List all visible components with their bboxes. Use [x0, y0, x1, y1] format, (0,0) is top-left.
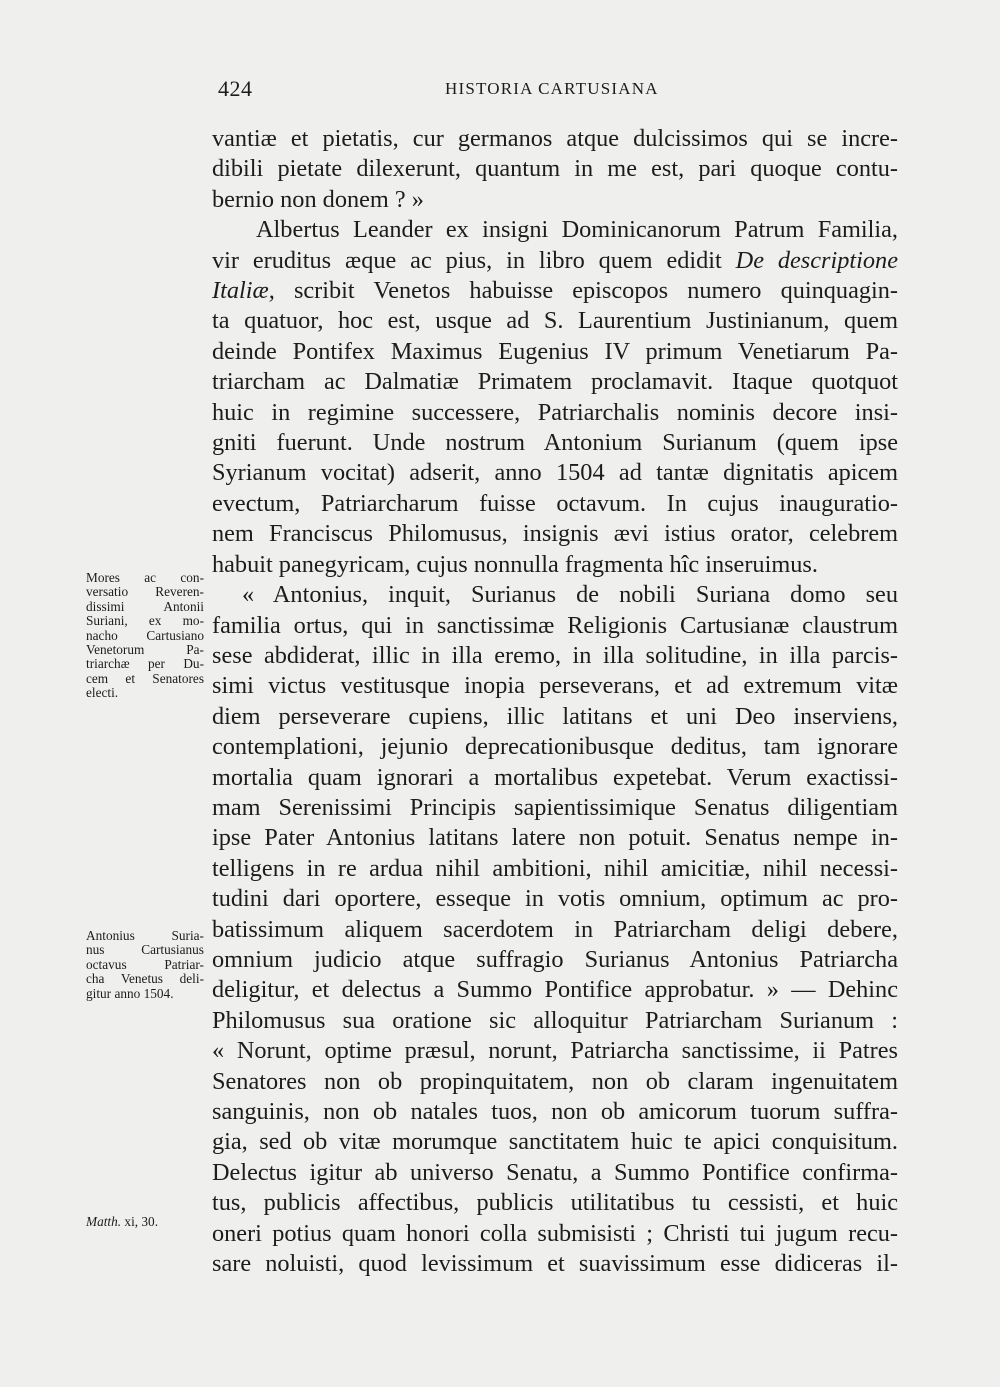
- text-line: Syrianum vocitat) adserit, anno 1504 ad tantæ dignitatis apicem: [212, 459, 898, 487]
- sidenote-line: nacho Cartusiano: [86, 627, 204, 643]
- text-line: oneri potius quam honori colla submisisti ; Christi tui jugum recu-: [212, 1219, 898, 1247]
- text-line: bernio non donem ? »: [212, 185, 424, 213]
- text-line: gia, sed ob vitæ morumque sanctitatem huic te apici conquisitum.: [212, 1128, 898, 1156]
- text-line: huic in regimine successere, Patriarchalis nominis decore insi-: [212, 398, 898, 426]
- main-text: [212, 124, 898, 1279]
- text-line: sese abdiderat, illic in illa eremo, in illa solitudine, in illa parcis-: [212, 641, 898, 669]
- text-line: deinde Pontifex Maximus Eugenius IV primum Venetiarum Pa-: [212, 337, 898, 365]
- sidenote-mores: [86, 571, 204, 701]
- scripture-verse: xi, 30.: [124, 1214, 159, 1229]
- text-line: « Antonius, inquit, Surianus de nobili Suriana domo seu: [242, 581, 898, 609]
- book-title: Italiæ,: [212, 277, 275, 305]
- text-line: Delectus igitur ab universo Senatu, a Summo Pontifice confirma-: [212, 1158, 898, 1186]
- paragraph-1: [212, 124, 898, 215]
- text-line: batissimum aliquem sacerdotem in Patriarcham deligi debere,: [212, 915, 898, 943]
- text-run: scribit Venetos habuisse episcopos numero quinquagin-: [293, 277, 898, 305]
- sidenote-line: cem et Senatores: [86, 670, 204, 686]
- text-line: Albertus Leander ex insigni Dominicanorum Patrum Familia,: [256, 216, 898, 244]
- paragraph-3: [212, 580, 898, 1279]
- sidenote-line: versatio Reveren-: [86, 584, 204, 600]
- text-line: Philomusus sua oratione sic alloquitur Patriarcham Surianum :: [212, 1006, 898, 1034]
- text-line: [212, 246, 898, 276]
- text-line: [212, 276, 898, 306]
- text-line: mortalia quam ignorari a mortalibus expetebat. Verum exactissi-: [212, 763, 898, 791]
- sidenote-line: electi.: [86, 685, 119, 701]
- text-line: ta quatuor, hoc est, usque ad S. Laurentium Justinianum, quem: [212, 307, 898, 335]
- running-title: HISTORIA CARTUSIANA: [445, 79, 659, 98]
- sidenote-scripture-reference: [86, 1215, 204, 1229]
- sidenote-antonius: [86, 929, 204, 1001]
- sidenote-line: cha Venetus deli-: [86, 971, 204, 987]
- sidenote-line: Venetorum Pa-: [86, 642, 204, 658]
- page-number: 424: [218, 76, 253, 101]
- text-line: Senatores non ob propinquitatem, non ob claram ingenuitatem: [212, 1067, 898, 1095]
- text-line: habuit panegyricam, cujus nonnulla fragmenta hîc inseruimus.: [212, 550, 818, 578]
- sidenote-line: Suriani, ex mo-: [86, 613, 204, 629]
- text-line: tus, publicis affectibus, publicis utilitatibus tu cessisti, et huic: [212, 1189, 898, 1217]
- text-run: vir eruditus æque ac pius, in libro quem edidit: [212, 246, 722, 274]
- sidenote-line: triarchæ per Du-: [86, 656, 204, 672]
- text-line: familia ortus, qui in sanctissimæ Religionis Cartusianæ claustrum: [212, 611, 898, 639]
- sidenote-line: gitur anno 1504.: [86, 985, 174, 1001]
- text-line: vantiæ et pietatis, cur germanos atque dulcissimos qui se incre-: [212, 125, 898, 152]
- text-line: nem Franciscus Philomusus, insignis ævi istius orator, celebrem: [212, 520, 898, 548]
- text-line: evectum, Patriarcharum fuisse octavum. In cujus inauguratio-: [212, 489, 898, 517]
- text-line: diem perseverare cupiens, illic latitans et uni Deo inserviens,: [212, 702, 898, 730]
- text-line: gniti fuerunt. Unde nostrum Antonium Surianum (quem ipse: [212, 429, 898, 457]
- text-line: sanguinis, non ob natales tuos, non ob amicorum tuorum suffra-: [212, 1098, 898, 1125]
- sidenote-line: dissimi Antonii: [86, 598, 204, 614]
- page-header: [218, 76, 898, 106]
- text-line: ipse Pater Antonius latitans latere non potuit. Senatus nempe in-: [212, 824, 898, 852]
- book-title: De descriptione: [735, 246, 898, 274]
- text-line: contemplationi, jejunio deprecationibusque deditus, tam ignorare: [212, 733, 898, 761]
- sidenote-line: nus Cartusianus: [86, 942, 204, 958]
- text-line: telligens in re ardua nihil ambitioni, nihil amicitiæ, nihil necessi-: [212, 854, 898, 882]
- text-line: omnium judicio atque suffragio Surianus Antonius Patriarcha: [212, 945, 898, 973]
- sidenote-line: Mores ac con-: [86, 570, 204, 585]
- text-line: deligitur, et delectus a Summo Pontifice approbatur. » — Dehinc: [212, 976, 898, 1004]
- text-line: simi victus vestitusque inopia perseverans, et ad extremum vitæ: [212, 672, 898, 700]
- sidenote-line: octavus Patriar-: [86, 956, 204, 972]
- sidenote-line: Antonius Suria-: [86, 928, 204, 943]
- text-line: sare noluisti, quod levissimum et suavissimum esse didiceras il-: [212, 1250, 898, 1278]
- text-line: triarcham ac Dalmatiæ Primatem proclamavit. Itaque quotquot: [212, 368, 898, 396]
- paragraph-2: [212, 215, 898, 580]
- scripture-book: Matth.: [86, 1214, 122, 1229]
- text-line: tudini dari oportere, esseque in votis omnium, optimum ac pro-: [212, 885, 898, 913]
- text-line: « Norunt, optime præsul, norunt, Patriarcha sanctissime, ii Patres: [212, 1037, 898, 1065]
- text-line: mam Serenissimi Principis sapientissimique Senatus diligentiam: [212, 793, 898, 821]
- text-line: dibili pietate dilexerunt, quantum in me est, pari quoque contu-: [212, 155, 898, 183]
